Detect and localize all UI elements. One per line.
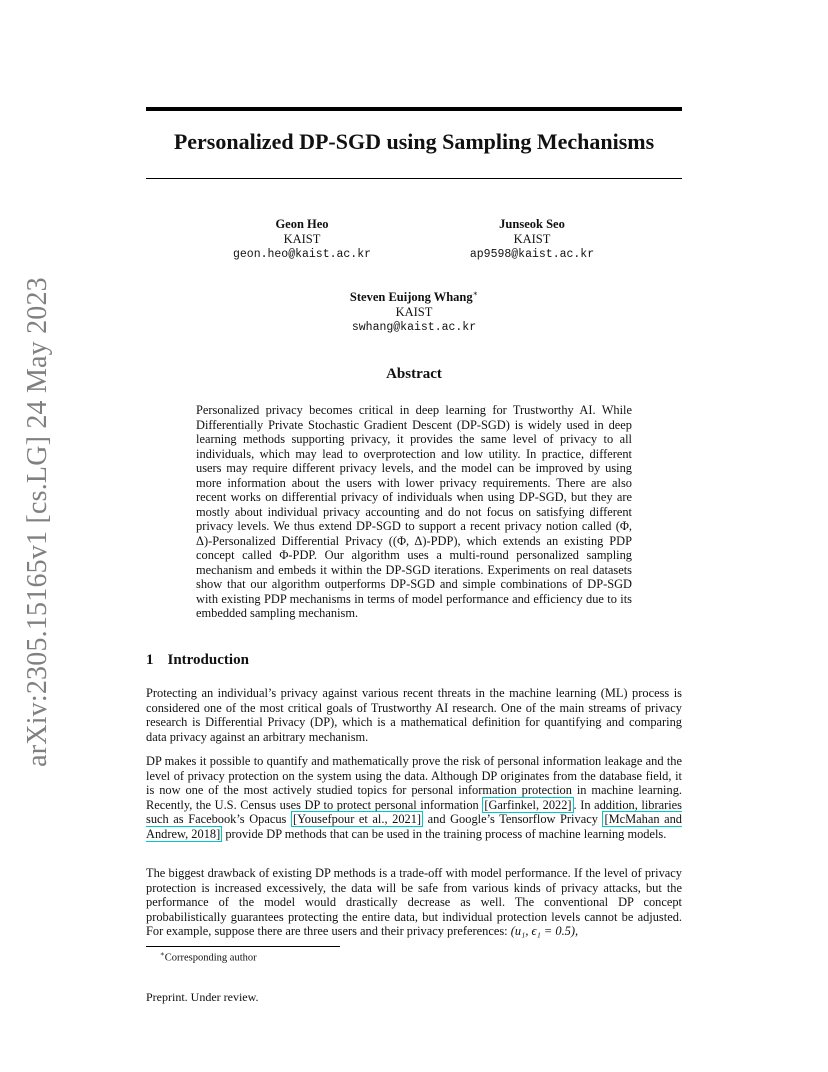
author-name: Junseok Seo: [499, 217, 565, 231]
citation-link[interactable]: [McMahan and Andrew, 2018]: [146, 812, 682, 841]
author-email: geon.heo@kaist.ac.kr: [232, 248, 372, 261]
author-email: swhang@kaist.ac.kr: [351, 321, 477, 335]
footnote-text: Corresponding author: [164, 952, 257, 964]
title-rule-top: [146, 107, 682, 111]
author-block-1: [204, 217, 400, 262]
abstract-text: Personalized privacy becomes critical in deep learning for Trustworthy AI. While Differentially Private Stochastic Gradient Descent (DP-SGD) is widely used in deep learning methods supporting privacy, it provides the same level of privacy to all individuals, which may lead to overprotection and low utility. In practice, different users may require different privacy levels, and the model can be improved by using more information about the users with lower privacy requirements. There are also recent works on differential privacy of individuals when using DP-SGD, but they are mostly about individual privacy accounting and do not focus on satisfying different privacy levels. We thus extend DP-SGD to support a recent privacy notion called (Φ, Δ)-Personalized Differential Privacy ((Φ, Δ)-PDP), which extends an existing PDP concept called Φ-PDP. Our algorithm uses a multi-round personalized sampling mechanism and embeds it within the DP-SGD iterations. Experiments on real datasets show that our algorithm outperforms DP-SGD and simple combinations of DP-SGD with existing PDP mechanisms in terms of model performance and efficiency due to its embedded sampling mechanism.: [196, 403, 632, 620]
paragraph-text: . In addition, libraries such as Facebook’s Opacus: [146, 797, 682, 827]
preprint-notice: Preprint. Under review.: [146, 990, 259, 1004]
footnote-rule: [146, 946, 340, 947]
author-name: Geon Heo: [275, 217, 329, 231]
paragraph-text: provide DP methods that can be used in the training process of machine learning models.: [222, 826, 667, 841]
author-affiliation: KAIST: [283, 232, 321, 246]
author-email: ap9598@kaist.ac.kr: [469, 248, 595, 261]
paragraph-text: DP makes it possible to quantify and mathematically prove the risk of personal information leakage and the level of privacy protection on the system using the data. Although DP originates from the database field, it is now one of the most actively studied topics for personal information protection in machine learning. Recently, the U.S. Census uses DP to protect personal information: [146, 754, 682, 812]
intro-paragraph-2: [146, 754, 682, 842]
arxiv-stamp-text: arXiv:2305.15165v1 [cs.LG] 24 May 2023: [22, 277, 54, 767]
author-name: [314, 286, 514, 305]
intro-paragraph-1: Protecting an individual’s privacy against various recent threats in the machine learning (ML) process is considered one of the most critical goals of Trustworthy AI research. One of the main streams of privacy research is Differential Privacy (DP), which is a mathematical definition for quantifying and comparing data privacy against an arbitrary mechanism.: [146, 686, 682, 744]
intro-paragraph-3: [146, 866, 682, 939]
paragraph-text: The biggest drawback of existing DP methods is a trade-off with model performance. If the level of privacy protection is increased excessively, the data will be safe from various kinds of privacy attacks, but the performance of the model would drastically decrease as well. The conventional DP concept probabilistically guarantees protecting the entire data, but individual protection levels cannot be adjusted. For example, suppose there are three users and their privacy preferences:: [146, 866, 682, 939]
section-title: Introduction: [167, 652, 249, 668]
section-number: 1: [146, 652, 154, 668]
citation-link[interactable]: [Yousefpour et al., 2021]: [292, 812, 422, 827]
title-rule-bottom: [146, 178, 682, 179]
author-block-2: [434, 217, 630, 262]
author-block-3: [314, 286, 514, 335]
paper-title: Personalized DP-SGD using Sampling Mechanisms: [173, 129, 655, 154]
inline-math: (u₁, ϵ₁ = 0.5),: [510, 924, 579, 939]
section-heading: [146, 652, 249, 669]
corresponding-mark: ∗: [472, 289, 479, 298]
paragraph-text: and Google’s Tensorflow Privacy: [423, 812, 603, 827]
author-name-text: Steven Euijong Whang: [349, 290, 473, 305]
arxiv-side-stamp: [18, 277, 58, 767]
abstract-heading: Abstract: [386, 366, 442, 382]
footnote: [160, 950, 257, 964]
author-affiliation: KAIST: [395, 305, 433, 320]
citation-link[interactable]: [Garfinkel, 2022]: [484, 797, 572, 812]
author-affiliation: KAIST: [513, 232, 551, 246]
footnote-mark: ∗: [160, 950, 165, 958]
